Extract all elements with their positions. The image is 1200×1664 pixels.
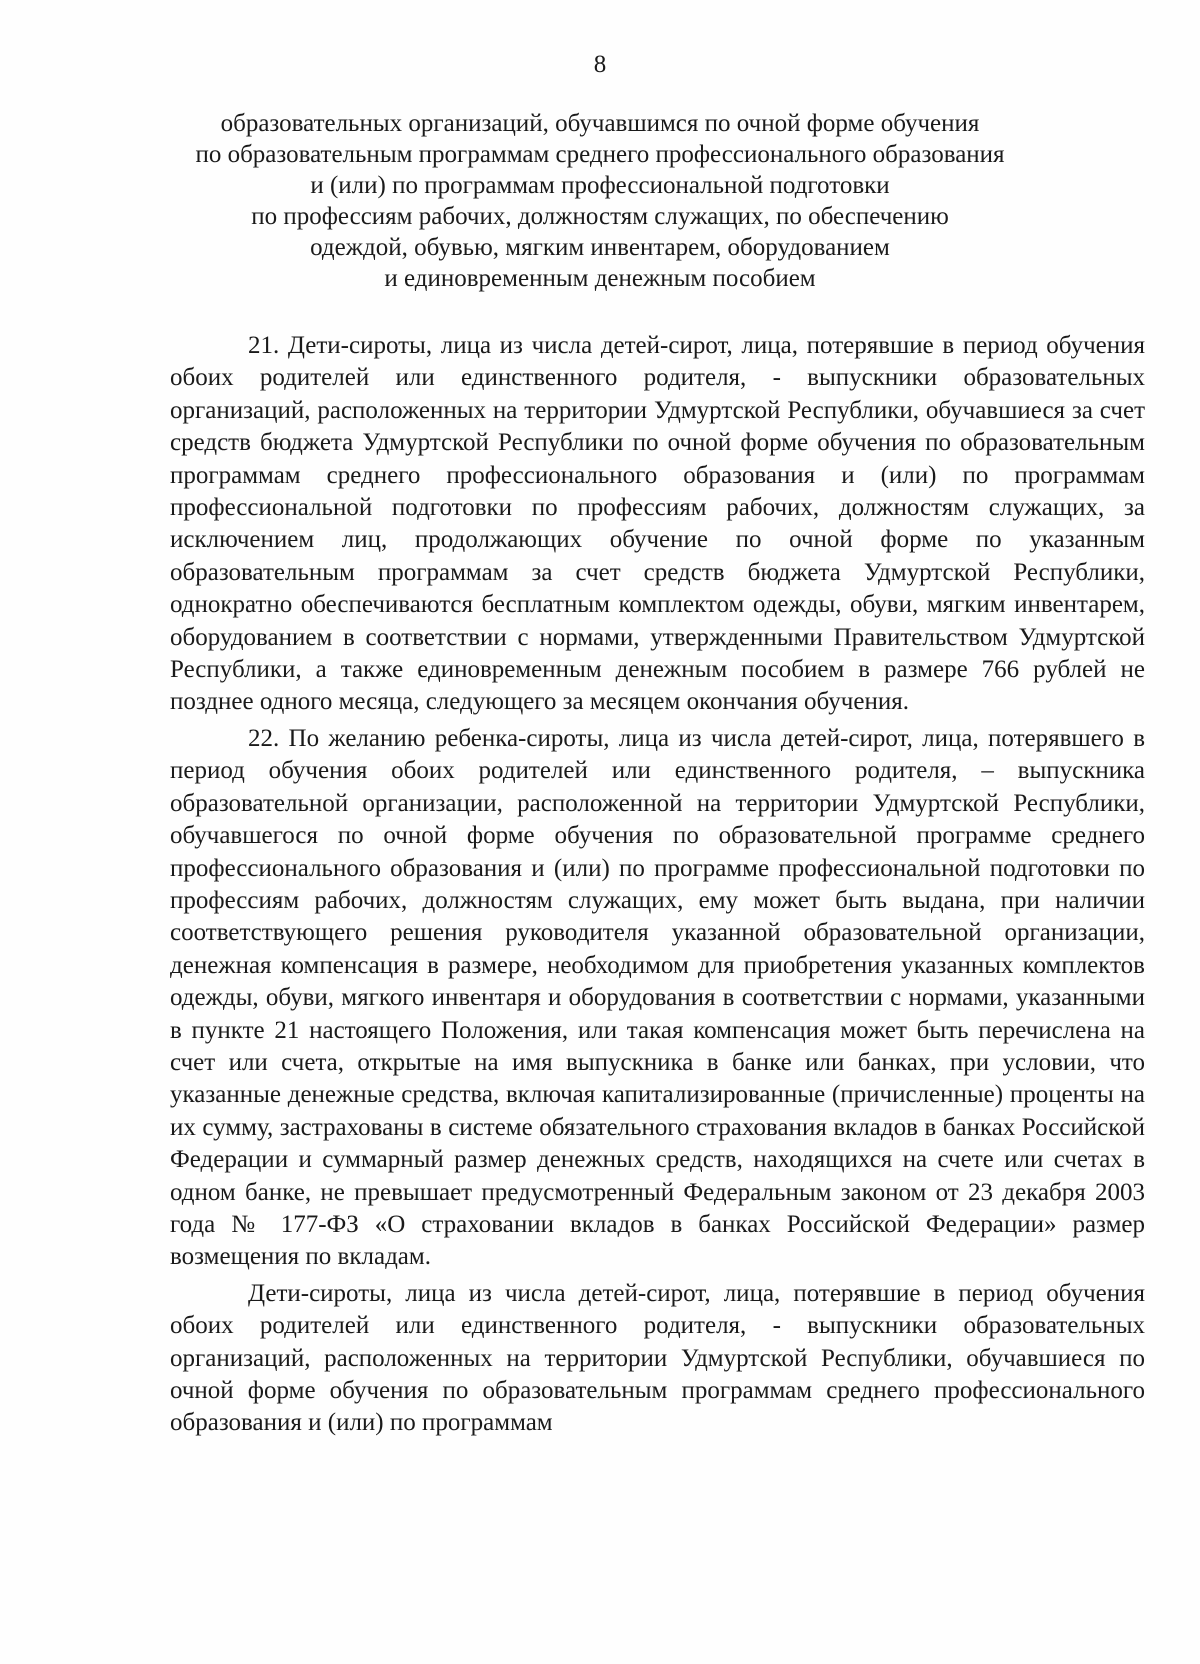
section-heading xyxy=(150,108,1050,294)
heading-line: по образовательным программам среднего профессионального образования xyxy=(195,141,1005,168)
paragraph-22: 22. По желанию ребенка-сироты, лица из числа детей-сирот, лица, потерявшего в период обучения обоих родителей или единственного родителя, – выпускника образовательной организации, расположенной на территории Удмуртской Республики, обучавшегося по очной форме обучения по образовательной программе среднего профессионального образования и (или) по программе профессиональной подготовки по профессиям рабочих, должностям служащих, ему может быть выдана, при наличии соответствующего решения руководителя указанной образовательной организации, денежная компенсация в размере, необходимом для приобретения указанных комплектов одежды, обуви, мягкого инвентаря и оборудования в соответствии с нормами, указанными в пункте 21 настоящего Положения, или такая компенсация может быть перечислена на счет или счета, открытые на имя выпускника в банке или банках, при условии, что указанные денежные средства, включая капитализированные (причисленные) проценты на их сумму, застрахованы в системе обязательного страхования вкладов в банках Российской Федерации и суммарный размер денежных средств, находящихся на счете или счетах в одном банке, не превышает предусмотренный Федеральным законом от 23 декабря 2003 года № 177-ФЗ «О страховании вкладов в банках Российской Федерации» размер возмещения по вкладам. xyxy=(170,724,1145,1271)
paragraph-21: 21. Дети-сироты, лица из числа детей-сирот, лица, потерявшие в период обучения обоих родителей или единственного родителя, - выпускники образовательных организаций, расположенных на территории Удмуртской Республики, обучавшиеся за счет средств бюджета Удмуртской Республики по очной форме обучения по образовательным программам среднего профессионального образования и (или) по программам профессиональной подготовки по профессиям рабочих, должностям служащих, за исключением лиц, продолжающих обучение по очной форме по указанным образовательным программам за счет средств бюджета Удмуртской Республики, однократно обеспечиваются бесплатным комплектом одежды, обуви, мягким инвентарем, оборудованием в соответствии с нормами, утвержденными Правительством Удмуртской Республики, а также единовременным денежным пособием в размере 766 рублей не позднее одного месяца, следующего за месяцем окончания обучения. xyxy=(170,332,1145,716)
heading-line: образовательных организаций, обучавшимся по очной форме обучения xyxy=(220,110,980,137)
heading-line: и единовременным денежным пособием xyxy=(384,265,816,292)
heading-line: одеждой, обувью, мягким инвентарем, оборудованием xyxy=(310,234,890,261)
heading-line: по профессиям рабочих, должностям служащих, по обеспечению xyxy=(251,203,949,230)
heading-line: и (или) по программам профессиональной подготовки xyxy=(310,172,890,199)
paragraph-22-continued: Дети-сироты, лица из числа детей-сирот, лица, потерявшие в период обучения обоих родителей или единственного родителя, - выпускники образовательных организаций, расположенных на территории Удмуртской Республики, обучавшиеся по очной форме обучения по образовательным программам среднего профессионального образования и (или) по программам xyxy=(170,1279,1145,1437)
page-number: 8 xyxy=(593,51,607,78)
document-body xyxy=(170,330,1145,1440)
